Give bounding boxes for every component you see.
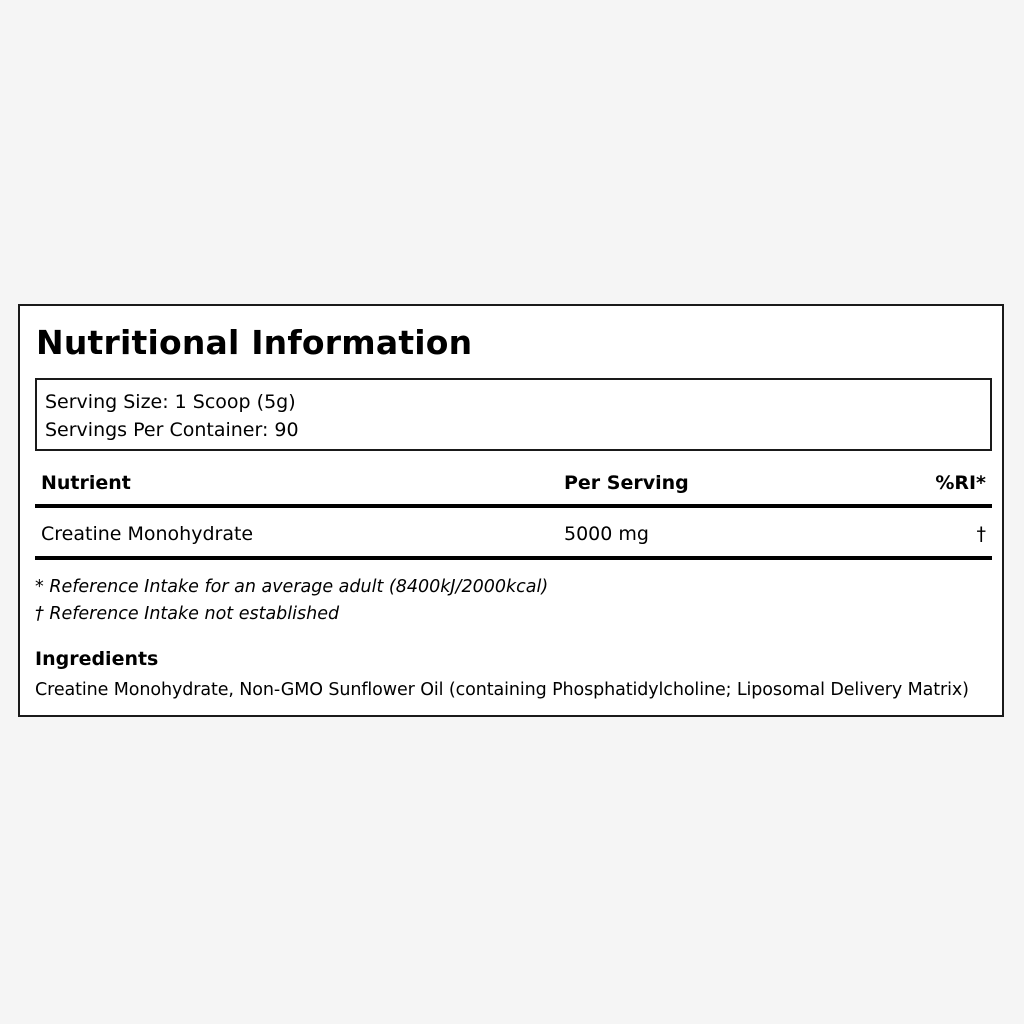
nutrient-table <box>35 463 992 560</box>
label-title: Nutritional Information <box>36 323 473 362</box>
footnotes <box>35 574 548 628</box>
footnote-reference-intake: * Reference Intake for an average adult (8400kJ/2000kcal) <box>35 577 549 597</box>
servings-per-container: Servings Per Container: 90 <box>45 419 299 441</box>
header-ri: %RI* <box>935 472 986 494</box>
ingredients-heading: Ingredients <box>35 648 159 670</box>
ingredients-text: Creatine Monohydrate, Non-GMO Sunflower Oil (containing Phosphatidylcholine; Liposomal Delivery Matrix) <box>35 680 969 700</box>
serving-info-box <box>35 378 992 451</box>
nutrient-amount: 5000 mg <box>564 523 649 545</box>
nutrient-ri: † <box>976 523 986 545</box>
table-row <box>35 508 992 560</box>
header-per-serving: Per Serving <box>564 472 689 494</box>
nutrition-label-panel <box>18 304 1004 717</box>
table-header-row <box>35 463 992 508</box>
footnote-not-established: † Reference Intake not established <box>35 604 340 624</box>
serving-size: Serving Size: 1 Scoop (5g) <box>45 391 296 413</box>
header-nutrient: Nutrient <box>41 472 131 494</box>
nutrient-name: Creatine Monohydrate <box>41 523 254 545</box>
